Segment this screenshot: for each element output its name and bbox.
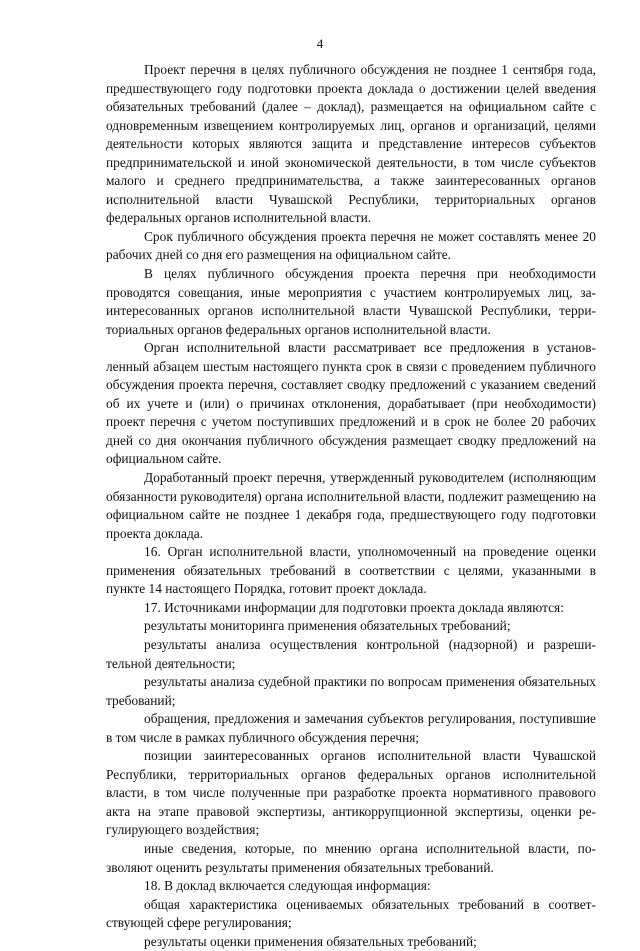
list-item-other-information: иные сведения, которые, по мнению органа исполнительной власти, позволяют оценить результаты применения обязательных требований. bbox=[106, 840, 596, 875]
paragraph-meetings: В целях публичного обсуждения проекта перечня при необходимости проводятся совещания, иные мероприятия с участием контролируемых лиц, заинтересованных органов исполнительной власти Чувашской Республики, территориальных органов федеральных органов исполнительной власти. bbox=[106, 266, 596, 337]
list-item-assessment-results: результаты оценки применения обязательных требований; bbox=[144, 933, 477, 949]
list-item-court-practice-analysis: результаты анализа судебной практики по вопросам применения обязательных требований; bbox=[106, 674, 596, 708]
list-item-general-characteristics: общая характеристика оцениваемых обязательных требований в соответствующей сфере регулирования; bbox=[106, 896, 596, 931]
paragraph-discussion-period: Срок публичного обсуждения проекта перечня не может составлять менее 20 рабочих дней со дня его размещения на официальном сайте. bbox=[106, 228, 596, 263]
page-number: 4 bbox=[316, 36, 324, 51]
paragraph-revised-draft: Доработанный проект перечня, утвержденный руководителем (исполняющим обязанности руководителя) органа исполнительной власти, подлежит размещению на официальном сайте не позднее 1 декабря года, предшествующего году подготовки проекта доклада. bbox=[106, 470, 596, 541]
list-item-control-activity-analysis: результаты анализа осуществления контрольной (надзорной) и разрешительной деятельности; bbox=[106, 636, 596, 671]
list-item-monitoring-results: результаты мониторинга применения обязательных требований; bbox=[144, 618, 511, 634]
list-item-appeals-proposals: обращения, предложения и замечания субъектов регулирования, поступившие в том числе в рамках публичного обсуждения перечня; bbox=[106, 711, 596, 745]
paragraph-item-16: 16. Орган исполнительной власти, уполномоченный на проведение оценки применения обязательных требований в соответствии с целями, указанными в пункте 14 настоящего Порядка, готовит проект доклада. bbox=[106, 544, 596, 597]
paragraph-proposals-review: Орган исполнительной власти рассматривает все предложения в установленный абзацем шестым настоящего пункта срок в связи с проведением публичного обсуждения проекта перечня, составляет сводку предложений с указанием сведений об их учете и (или) о причинах отклонения, дорабатывает (при необходимости) проект перечня с учетом поступивших предложений и в срок не более 20 рабочих дней со дня окончания публичного обсуждения размещает сводку предложений на официальном сайте. bbox=[106, 340, 596, 467]
paragraph-item-17: 17. Источниками информации для подготовки проекта доклада являются: bbox=[144, 599, 564, 615]
list-item-authority-positions: позиции заинтересованных органов исполнительной власти Чувашской Республики, территориальных органов федеральных органов исполнительной власти, в том числе полученные при разработке проекта нормативного правового акта на этапе правовой экспертизы, антикоррупционной экспертизы, оценки регулирующего воздействия; bbox=[106, 748, 596, 838]
document-body bbox=[106, 61, 596, 951]
paragraph-draft-list-publication: Проект перечня в целях публичного обсуждения не позднее 1 сентября года, предшествующего году подготовки проекта доклада о достижении целей введения обязательных требований (далее – доклад), размещается на официальном сайте с одновременным извещением контролируемых лиц, органов и организаций, целями деятельности которых являются защита и представление интересов субъектов предпринимательской и иной экономической деятельности, в том числе субъектов малого и среднего предпринимательства, а также заинтересованных органов исполнительной власти Чувашской Республики, территориальных органов федеральных органов исполнительной власти. bbox=[106, 62, 596, 226]
paragraph-item-18: 18. В доклад включается следующая информация: bbox=[144, 878, 431, 894]
